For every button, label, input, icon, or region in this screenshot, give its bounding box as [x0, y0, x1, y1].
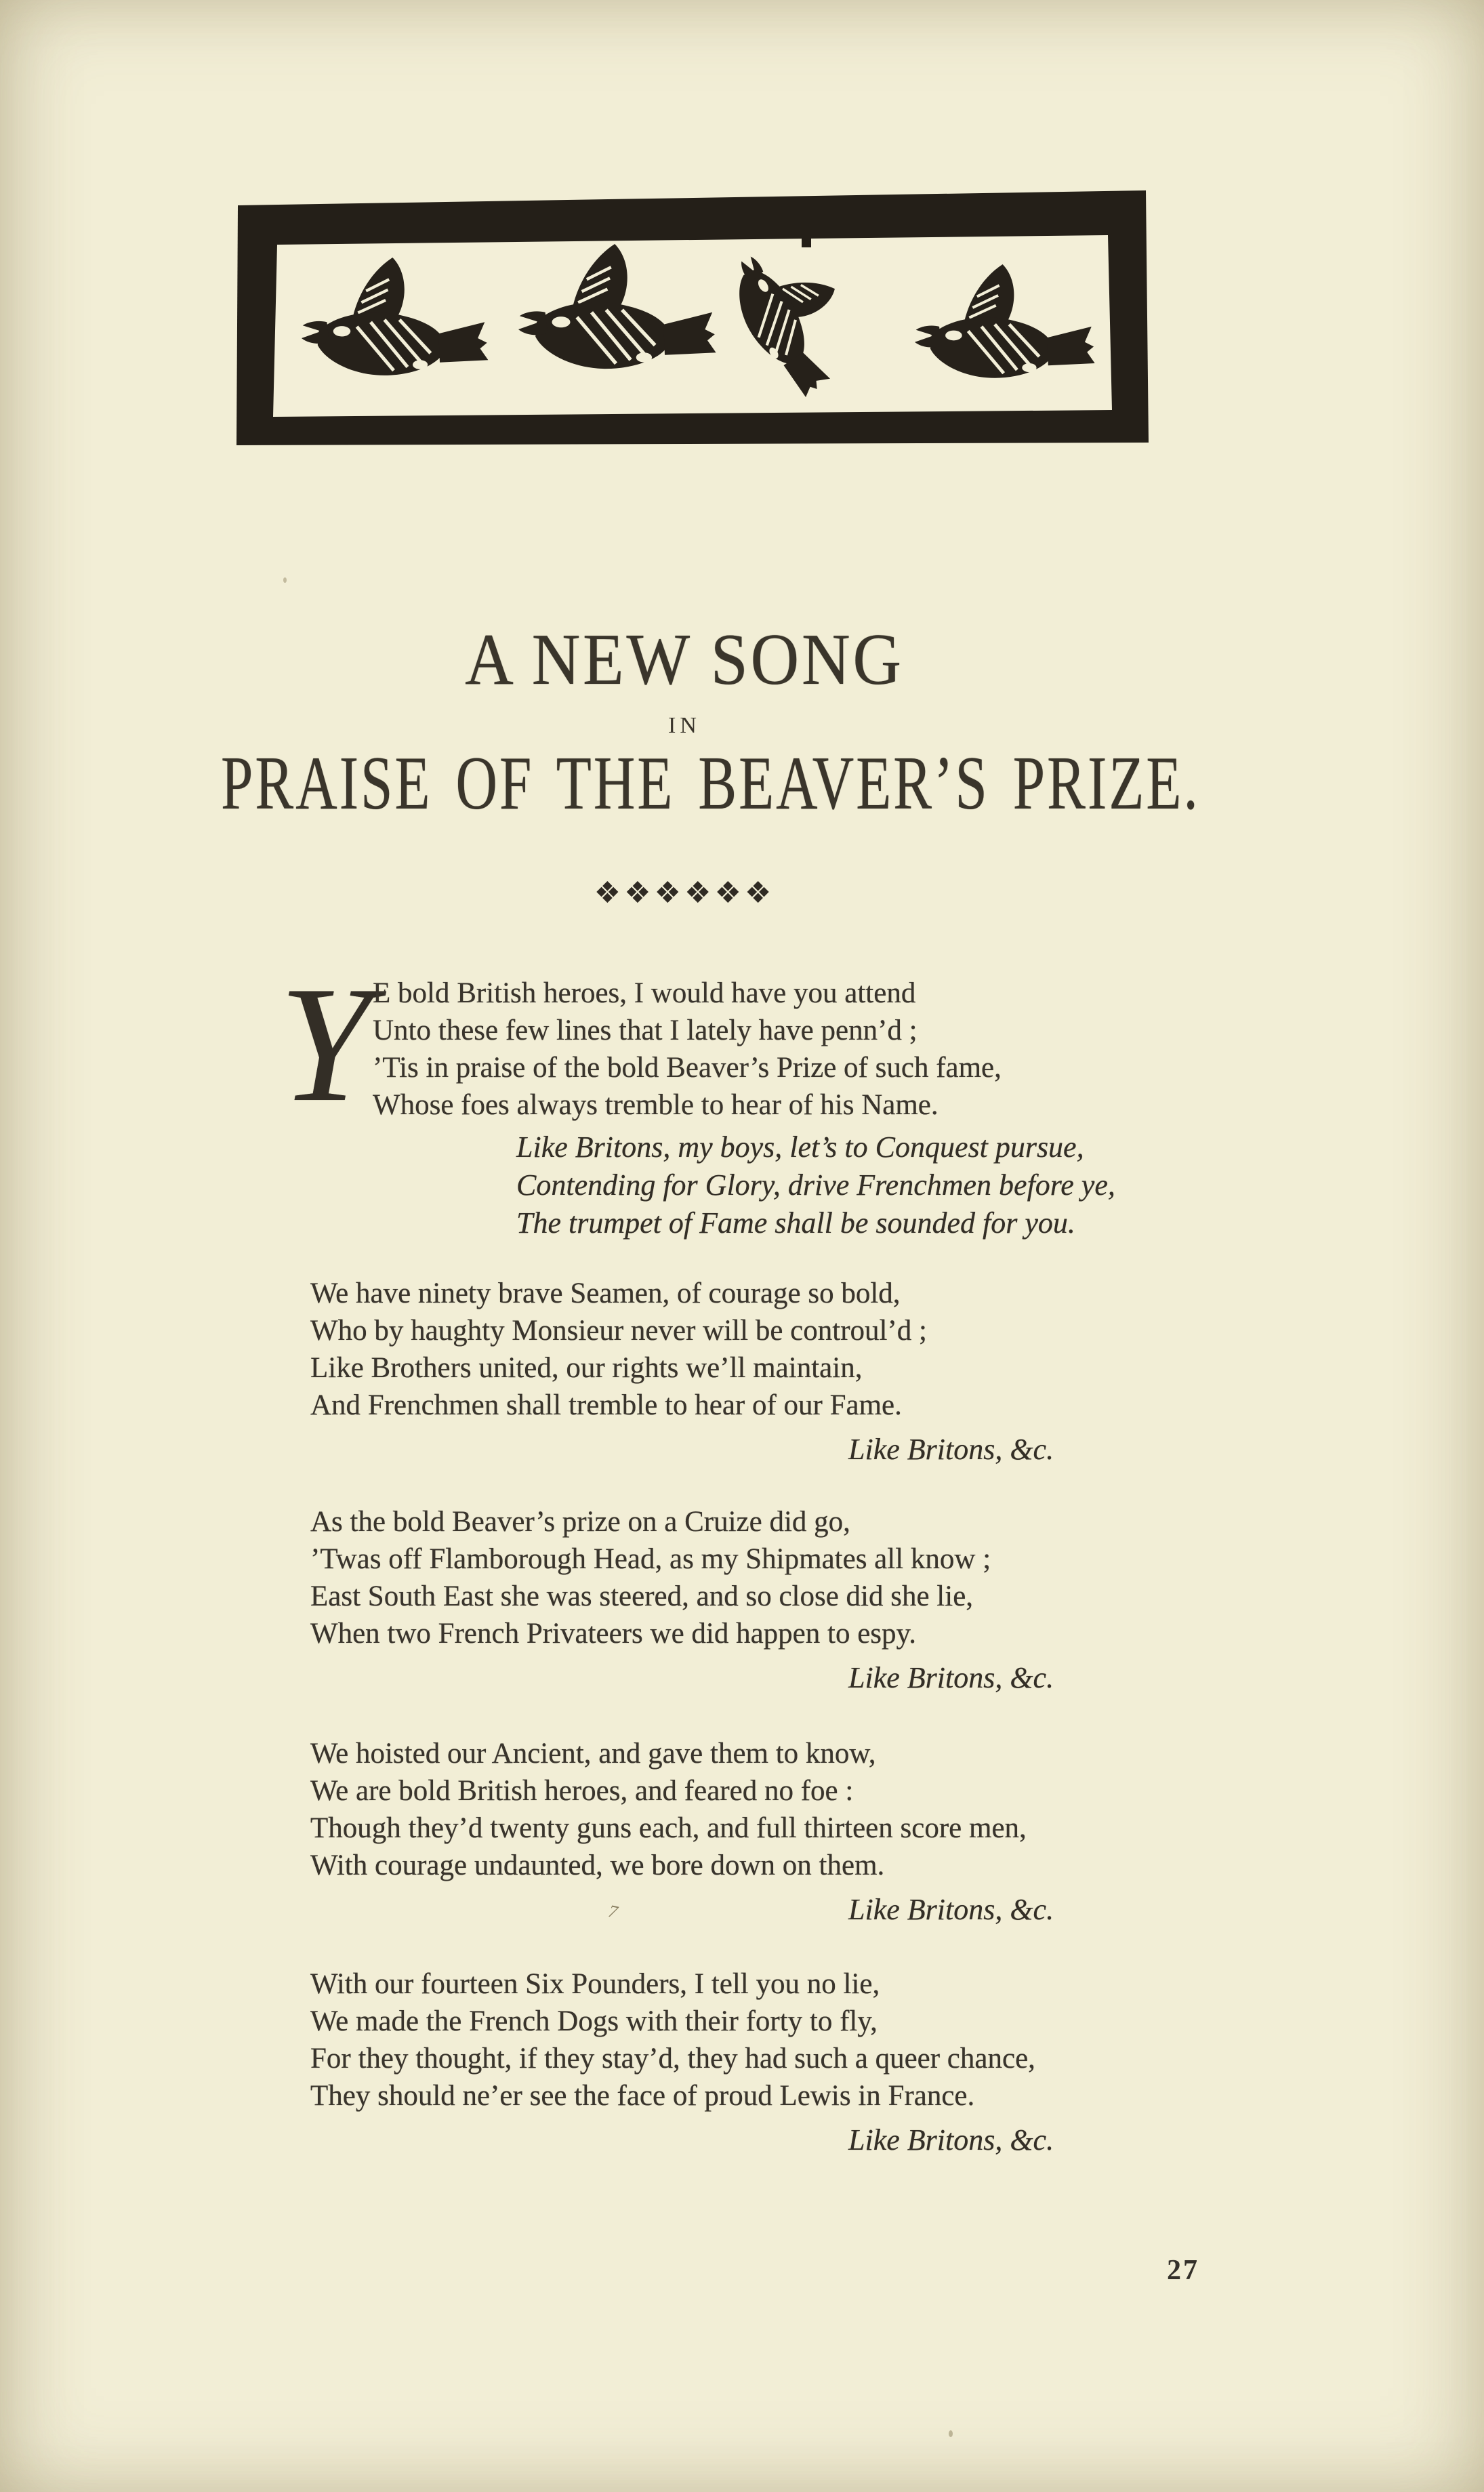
stanza-4 — [310, 1735, 1205, 1928]
poem-line: With our fourteen Six Pounders, I tell you no lie, — [310, 1968, 880, 2000]
poem-line: We hoisted our Ancient, and gave them to know, — [310, 1738, 876, 1770]
poem-line: For they thought, if they stay’d, they had such a queer chance, — [310, 2043, 1035, 2075]
refrain: Like Britons, &c. — [848, 2123, 1054, 2157]
stanza-5 — [310, 1965, 1205, 2159]
poem-line: East South East she was steered, and so close did she lie, — [310, 1580, 974, 1612]
chorus-line: The trumpet of Fame shall be sounded for you. — [516, 1206, 1075, 1240]
poem-line: We are bold British heroes, and feared no foe : — [310, 1775, 854, 1807]
poem-line: ’Twas off Flamborough Head, as my Shipmates all know ; — [310, 1543, 991, 1575]
stanza-2 — [310, 1275, 1205, 1468]
poem-line: Whose foes always tremble to hear of his Name. — [373, 1089, 939, 1121]
poem-line: E bold British heroes, I would have you attend — [373, 977, 916, 1009]
chorus-line: Like Britons, my boys, let’s to Conquest pursue, — [516, 1130, 1084, 1164]
poem-line: Unto these few lines that I lately have penn’d ; — [373, 1015, 918, 1046]
stanza-3 — [310, 1503, 1205, 1696]
fleuron-ornament-row: ❖❖❖❖❖❖ — [594, 876, 775, 910]
chorus-line: Contending for Glory, drive Frenchmen before ye, — [516, 1168, 1115, 1202]
page-number: 27 — [1167, 2255, 1199, 2286]
poem-line: As the bold Beaver’s prize on a Cruize did go, — [310, 1506, 850, 1538]
song-subtitle: PRAISE OF THE BEAVER’S PRIZE. — [221, 741, 1200, 825]
poem-line: ’Tis in praise of the bold Beaver’s Prize of such fame, — [373, 1052, 1002, 1084]
poem-line: We made the French Dogs with their forty to fly, — [310, 2005, 878, 2037]
chorus — [516, 1128, 1115, 1242]
print-artifact: 7 — [606, 1900, 619, 1923]
drop-cap: Y — [279, 952, 372, 1136]
refrain: Like Britons, &c. — [848, 1433, 1054, 1466]
poem-line: Though they’d twenty guns each, and full thirteen score men, — [310, 1812, 1027, 1844]
poem-line: They should ne’er see the face of proud Lewis in France. — [310, 2080, 975, 2112]
poem-line: Like Brothers united, our rights we’ll maintain, — [310, 1352, 863, 1384]
poem-line: Who by haughty Monsieur never will be controul’d ; — [310, 1315, 927, 1347]
opening-stanza — [279, 952, 1174, 1136]
poem-line: And Frenchmen shall tremble to hear of our Fame. — [310, 1389, 902, 1421]
song-title: A NEW SONG — [465, 619, 904, 700]
paper-speck — [283, 577, 287, 583]
woodcut-svg — [234, 186, 1150, 447]
refrain: Like Britons, &c. — [848, 1661, 1054, 1694]
paper-speck — [949, 2430, 953, 2437]
poem-line: With courage undaunted, we bore down on them. — [310, 1850, 885, 1881]
refrain: Like Britons, &c. — [848, 1893, 1054, 1926]
song-title-connector: IN — [668, 713, 701, 738]
birds-woodcut-illustration — [234, 186, 1150, 447]
poem-line: We have ninety brave Seamen, of courage so bold, — [310, 1278, 901, 1309]
poem-line: When two French Privateers we did happen to espy. — [310, 1618, 916, 1650]
